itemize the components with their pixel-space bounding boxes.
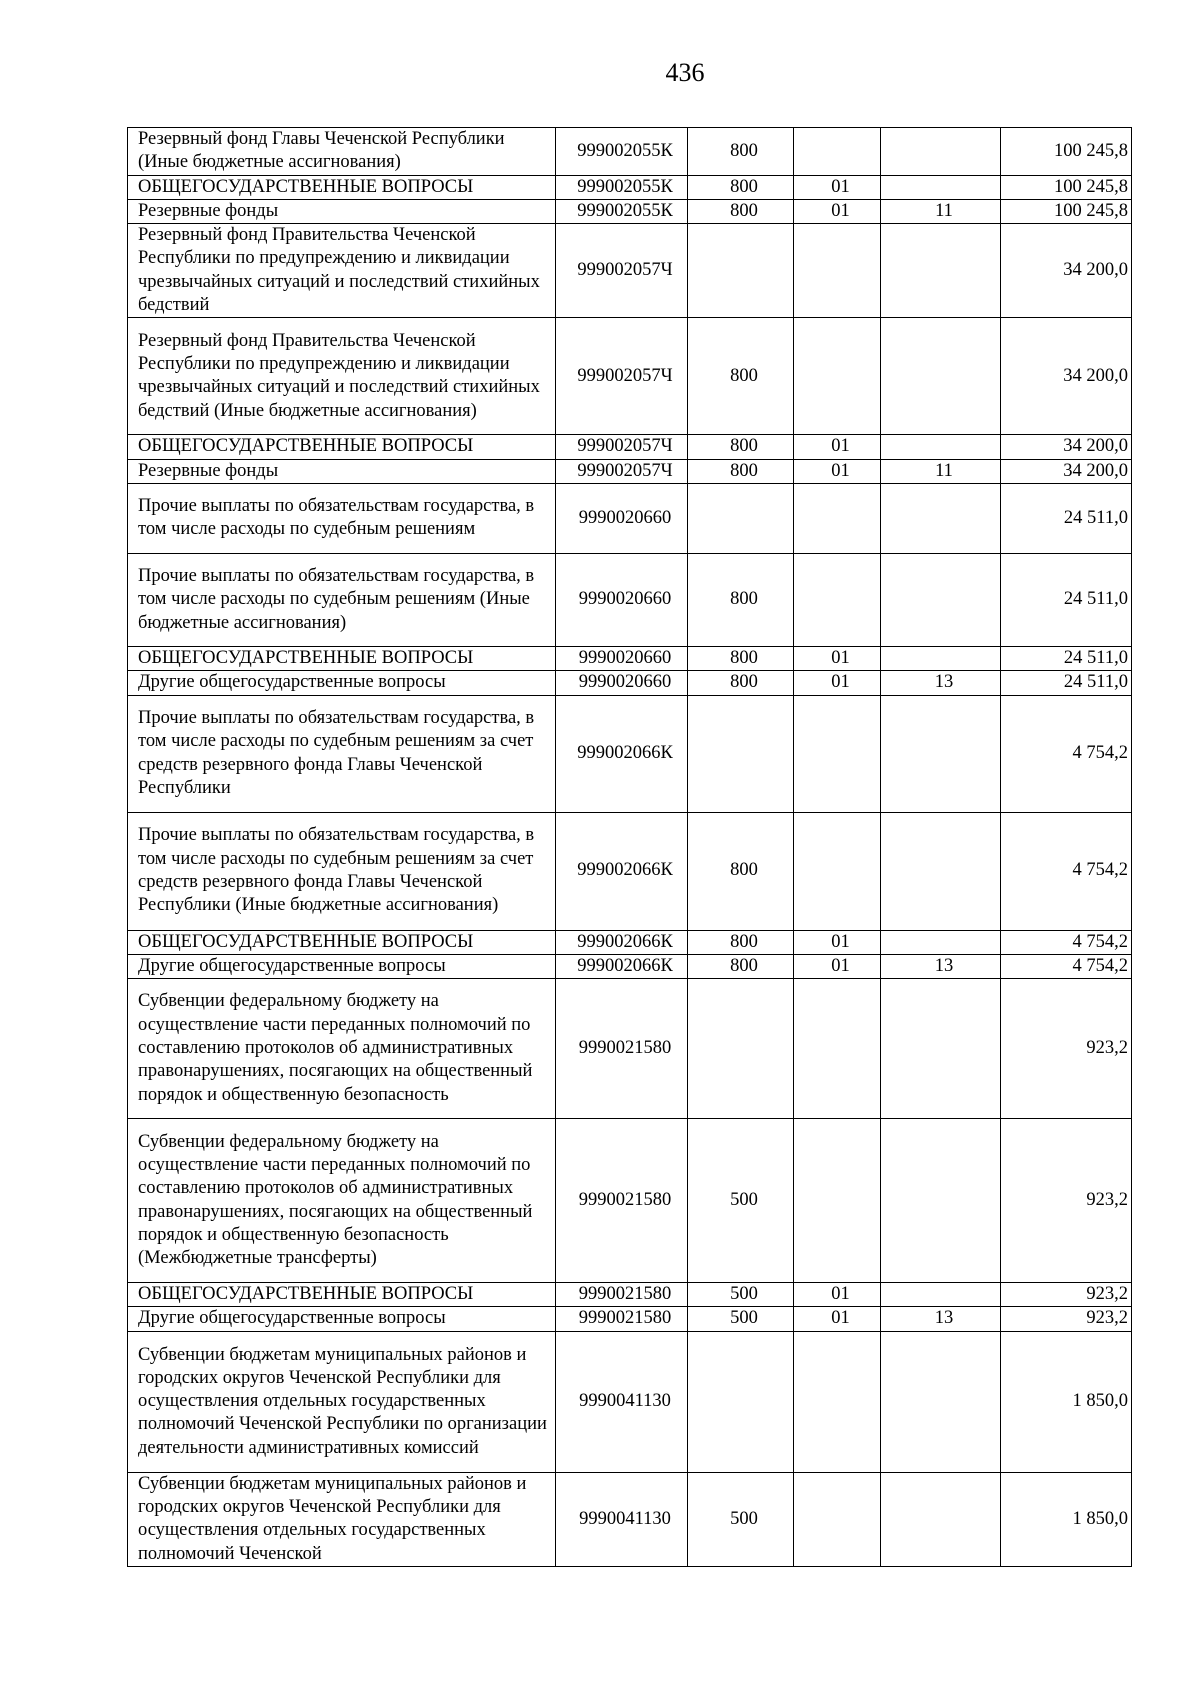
row-pr: 13 — [881, 671, 1001, 695]
row-code: 999002066К — [556, 954, 688, 978]
row-rz — [794, 1119, 881, 1283]
row-pr — [881, 175, 1001, 199]
row-vr: 800 — [688, 459, 794, 483]
table-row — [128, 812, 1132, 930]
row-sum: 34 200,0 — [1001, 224, 1132, 318]
row-code: 9990020660 — [556, 553, 688, 646]
row-rz — [794, 553, 881, 646]
row-vr — [688, 1331, 794, 1472]
row-vr: 500 — [688, 1119, 794, 1283]
row-rz — [794, 812, 881, 930]
row-rz — [794, 318, 881, 435]
table-row — [128, 128, 1132, 176]
row-pr — [881, 483, 1001, 553]
row-sum: 4 754,2 — [1001, 930, 1132, 954]
row-rz — [794, 483, 881, 553]
row-rz: 01 — [794, 646, 881, 670]
row-name: Субвенции бюджетам муниципальных районов и городских округов Чеченской Республики для осуществления отдельных государственных полномочий Чеченской — [128, 1472, 556, 1566]
row-rz — [794, 1331, 881, 1472]
row-code: 9990021580 — [556, 1307, 688, 1331]
row-code: 999002057Ч — [556, 318, 688, 435]
row-code: 999002057Ч — [556, 224, 688, 318]
row-sum: 24 511,0 — [1001, 671, 1132, 695]
row-vr: 800 — [688, 318, 794, 435]
row-name: ОБЩЕГОСУДАРСТВЕННЫЕ ВОПРОСЫ — [128, 646, 556, 670]
table-row — [128, 318, 1132, 435]
row-sum: 1 850,0 — [1001, 1472, 1132, 1566]
table-row — [128, 459, 1132, 483]
row-pr — [881, 128, 1001, 176]
row-code: 9990021580 — [556, 979, 688, 1119]
row-name: Резервный фонд Правительства Чеченской Республики по предупреждению и ликвидации чрезвычайных ситуаций и последствий стихийных бедствий — [128, 224, 556, 318]
row-code: 999002066К — [556, 695, 688, 812]
row-vr: 800 — [688, 812, 794, 930]
row-sum: 34 200,0 — [1001, 435, 1132, 459]
row-pr: 11 — [881, 459, 1001, 483]
row-vr: 800 — [688, 128, 794, 176]
row-name: Другие общегосударственные вопросы — [128, 954, 556, 978]
row-code: 9990041130 — [556, 1331, 688, 1472]
row-code: 999002066К — [556, 812, 688, 930]
row-rz — [794, 224, 881, 318]
row-name: Субвенции федеральному бюджету на осуществление части переданных полномочий по составлению протоколов об административных правонарушениях, посягающих на общественный порядок и общественную безопасность (Межбюджетные трансферты) — [128, 1119, 556, 1283]
table-row — [128, 1472, 1132, 1566]
row-vr — [688, 224, 794, 318]
row-vr: 500 — [688, 1283, 794, 1307]
row-name: Резервные фонды — [128, 459, 556, 483]
row-vr: 800 — [688, 954, 794, 978]
row-name: Субвенции бюджетам муниципальных районов и городских округов Чеченской Республики для осуществления отдельных государственных полномочий Чеченской Республики по организации деятельности административных комиссий — [128, 1331, 556, 1472]
row-name: Прочие выплаты по обязательствам государства, в том числе расходы по судебным решениям — [128, 483, 556, 553]
row-code: 999002057Ч — [556, 459, 688, 483]
row-code: 999002055К — [556, 128, 688, 176]
row-sum: 923,2 — [1001, 1307, 1132, 1331]
row-sum: 24 511,0 — [1001, 483, 1132, 553]
row-sum: 100 245,8 — [1001, 199, 1132, 223]
row-pr — [881, 224, 1001, 318]
row-code: 999002066К — [556, 930, 688, 954]
row-sum: 4 754,2 — [1001, 954, 1132, 978]
row-name: Прочие выплаты по обязательствам государства, в том числе расходы по судебным решениям за счет средств резервного фонда Главы Чеченской Республики — [128, 695, 556, 812]
row-name: Резервный фонд Правительства Чеченской Республики по предупреждению и ликвидации чрезвычайных ситуаций и последствий стихийных бедствий (Иные бюджетные ассигнования) — [128, 318, 556, 435]
row-name: Прочие выплаты по обязательствам государства, в том числе расходы по судебным решениям (Иные бюджетные ассигнования) — [128, 553, 556, 646]
row-rz: 01 — [794, 199, 881, 223]
row-name: Прочие выплаты по обязательствам государства, в том числе расходы по судебным решениям за счет средств резервного фонда Главы Чеченской Республики (Иные бюджетные ассигнования) — [128, 812, 556, 930]
row-vr: 800 — [688, 175, 794, 199]
row-rz: 01 — [794, 954, 881, 978]
row-name: Другие общегосударственные вопросы — [128, 671, 556, 695]
row-sum: 34 200,0 — [1001, 318, 1132, 435]
row-sum: 24 511,0 — [1001, 646, 1132, 670]
row-name: Резервный фонд Главы Чеченской Республики (Иные бюджетные ассигнования) — [128, 128, 556, 176]
row-rz — [794, 128, 881, 176]
row-sum: 1 850,0 — [1001, 1331, 1132, 1472]
row-name: ОБЩЕГОСУДАРСТВЕННЫЕ ВОПРОСЫ — [128, 435, 556, 459]
row-pr — [881, 1331, 1001, 1472]
row-rz: 01 — [794, 435, 881, 459]
row-sum: 34 200,0 — [1001, 459, 1132, 483]
table-row — [128, 979, 1132, 1119]
row-code: 9990021580 — [556, 1119, 688, 1283]
row-rz — [794, 979, 881, 1119]
row-pr — [881, 695, 1001, 812]
row-rz: 01 — [794, 1283, 881, 1307]
row-code: 999002055К — [556, 199, 688, 223]
row-rz — [794, 695, 881, 812]
row-code: 999002057Ч — [556, 435, 688, 459]
row-pr — [881, 1472, 1001, 1566]
row-vr: 800 — [688, 671, 794, 695]
row-vr: 500 — [688, 1472, 794, 1566]
table-row — [128, 483, 1132, 553]
row-name: ОБЩЕГОСУДАРСТВЕННЫЕ ВОПРОСЫ — [128, 930, 556, 954]
table-row — [128, 1307, 1132, 1331]
row-name: Субвенции федеральному бюджету на осуществление части переданных полномочий по составлению протоколов об административных правонарушениях, посягающих на общественный порядок и общественную безопасность — [128, 979, 556, 1119]
row-pr — [881, 553, 1001, 646]
row-pr: 13 — [881, 954, 1001, 978]
table-row — [128, 553, 1132, 646]
row-rz — [794, 1472, 881, 1566]
table-row — [128, 954, 1132, 978]
row-vr — [688, 695, 794, 812]
table-row — [128, 646, 1132, 670]
table-row — [128, 1331, 1132, 1472]
row-code: 999002055К — [556, 175, 688, 199]
row-vr: 800 — [688, 930, 794, 954]
row-vr: 800 — [688, 199, 794, 223]
table-row — [128, 930, 1132, 954]
page-number: 436 — [665, 58, 705, 87]
row-name: ОБЩЕГОСУДАРСТВЕННЫЕ ВОПРОСЫ — [128, 175, 556, 199]
row-sum: 24 511,0 — [1001, 553, 1132, 646]
row-rz: 01 — [794, 930, 881, 954]
row-vr: 800 — [688, 553, 794, 646]
row-sum: 923,2 — [1001, 1283, 1132, 1307]
row-pr — [881, 812, 1001, 930]
row-pr — [881, 979, 1001, 1119]
table-row — [128, 175, 1132, 199]
row-code: 9990020660 — [556, 671, 688, 695]
table-row — [128, 671, 1132, 695]
row-rz: 01 — [794, 1307, 881, 1331]
row-pr — [881, 435, 1001, 459]
row-vr: 800 — [688, 646, 794, 670]
row-code: 9990041130 — [556, 1472, 688, 1566]
row-sum: 100 245,8 — [1001, 128, 1132, 176]
budget-table — [127, 127, 1132, 1567]
row-vr — [688, 979, 794, 1119]
row-pr — [881, 318, 1001, 435]
table-row — [128, 435, 1132, 459]
row-sum: 923,2 — [1001, 979, 1132, 1119]
row-name: Резервные фонды — [128, 199, 556, 223]
table-row — [128, 695, 1132, 812]
row-code: 9990020660 — [556, 483, 688, 553]
row-vr: 800 — [688, 435, 794, 459]
row-sum: 100 245,8 — [1001, 175, 1132, 199]
row-name: Другие общегосударственные вопросы — [128, 1307, 556, 1331]
row-sum: 4 754,2 — [1001, 812, 1132, 930]
row-name: ОБЩЕГОСУДАРСТВЕННЫЕ ВОПРОСЫ — [128, 1283, 556, 1307]
row-rz: 01 — [794, 459, 881, 483]
row-pr — [881, 1283, 1001, 1307]
row-rz: 01 — [794, 671, 881, 695]
row-sum: 4 754,2 — [1001, 695, 1132, 812]
row-rz: 01 — [794, 175, 881, 199]
row-pr: 11 — [881, 199, 1001, 223]
row-sum: 923,2 — [1001, 1119, 1132, 1283]
row-pr — [881, 930, 1001, 954]
row-pr — [881, 1119, 1001, 1283]
row-vr — [688, 483, 794, 553]
row-pr: 13 — [881, 1307, 1001, 1331]
row-code: 9990021580 — [556, 1283, 688, 1307]
table-row — [128, 199, 1132, 223]
table-row — [128, 1283, 1132, 1307]
table-row — [128, 1119, 1132, 1283]
row-code: 9990020660 — [556, 646, 688, 670]
row-vr: 500 — [688, 1307, 794, 1331]
row-pr — [881, 646, 1001, 670]
table-row — [128, 224, 1132, 318]
